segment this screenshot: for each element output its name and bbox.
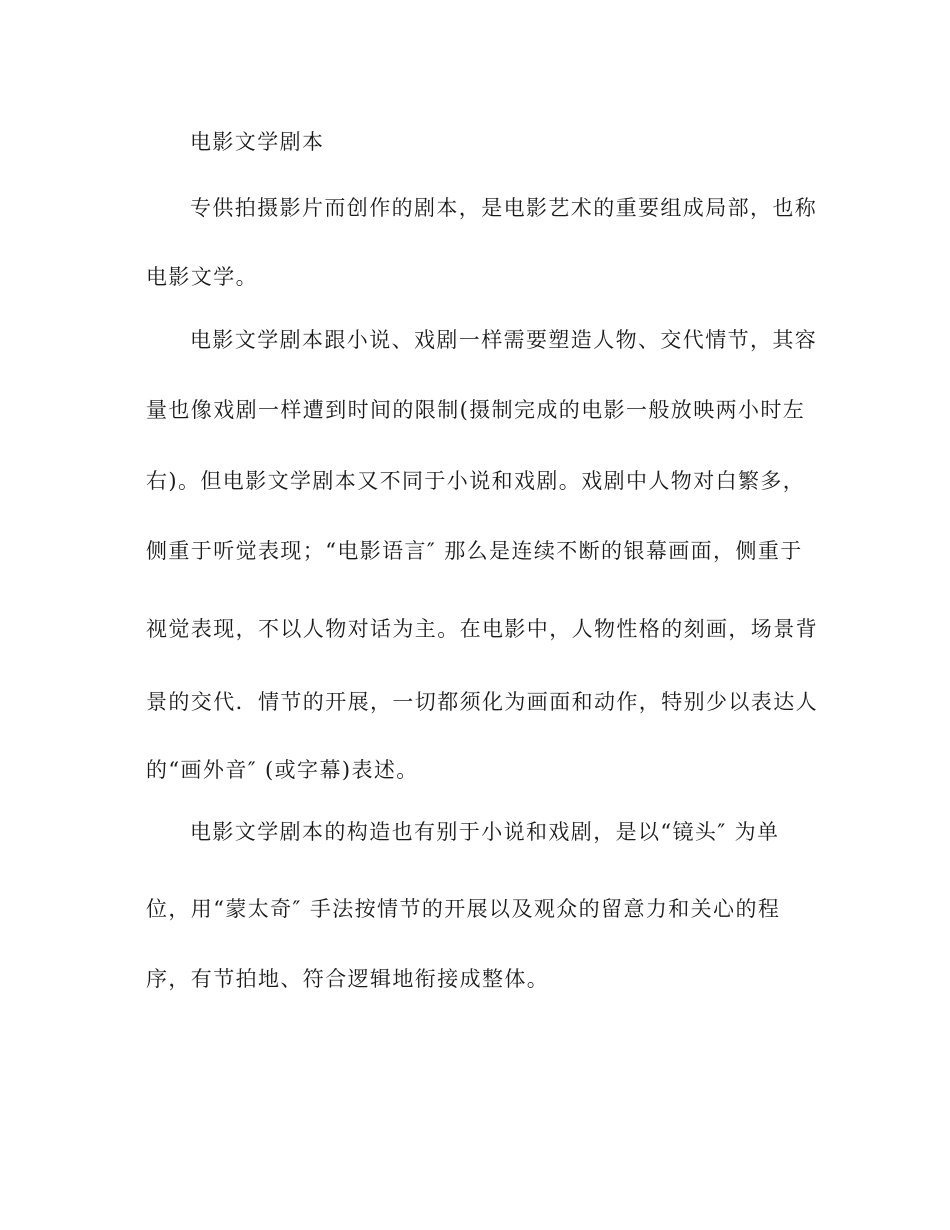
paragraph-1-line-1: 专供拍摄影片而创作的剧本，是电影艺术的重要组成局部，也称 <box>190 196 818 220</box>
paragraph-2-line-2: 量也像戏剧一样遭到时间的限制(摄制完成的电影一般放映两小时左 <box>146 398 806 422</box>
paragraph-1-line-2: 电影文学。 <box>146 265 258 289</box>
paragraph-2-line-1: 电影文学剧本跟小说、戏剧一样需要塑造人物、交代情节，其容 <box>190 328 818 352</box>
paragraph-2-line-6: 景的交代．情节的开展，一切都须化为画面和动作，特别少以表达人 <box>146 690 818 714</box>
paragraph-2-line-3: 右)。但电影文学剧本又不同于小说和戏剧。戏剧中人物对白繁多， <box>146 469 806 493</box>
paragraph-3-line-2: 位，用“蒙太奇″ 手法按情节的开展以及观众的留意力和关心的程 <box>146 897 781 921</box>
paragraph-2-line-5: 视觉表现，不以人物对话为主。在电影中，人物性格的刻画，场景背 <box>146 617 818 641</box>
paragraph-2-line-7: 的“画外音″ (或字幕)表述。 <box>146 758 419 782</box>
document-title: 电影文学剧本 <box>190 130 325 154</box>
paragraph-2-line-4: 侧重于听觉表现；“电影语言″ 那么是连续不断的银幕画面，侧重于 <box>146 539 803 563</box>
paragraph-3-line-1: 电影文学剧本的构造也有别于小说和戏剧，是以“镜头″ 为单 <box>190 820 780 844</box>
paragraph-3-line-3: 序，有节拍地、符合逻辑地衔接成整体。 <box>146 967 550 991</box>
